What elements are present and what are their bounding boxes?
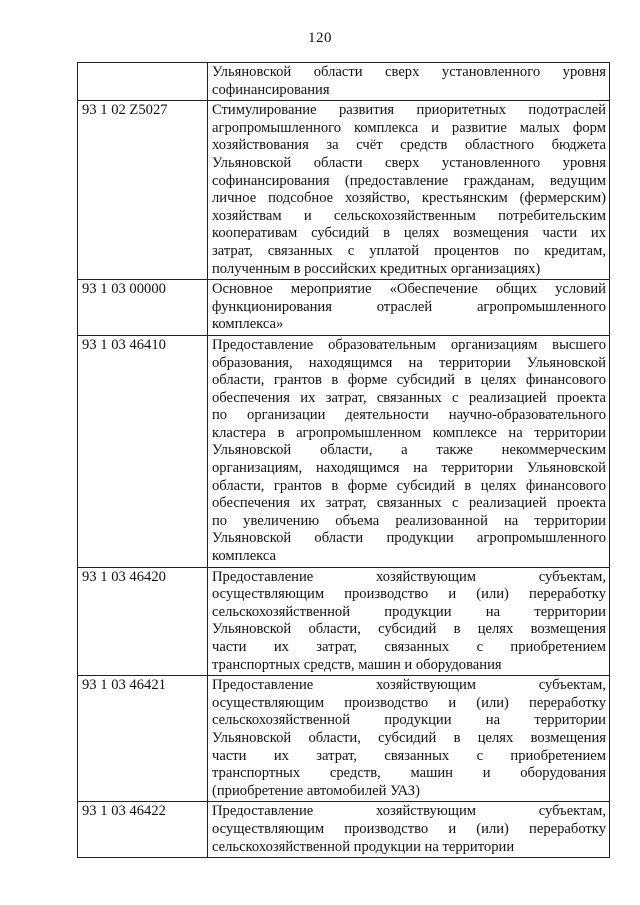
description-line: Предоставление хозяйствующим субъектам, — [212, 568, 606, 585]
description-line: Стимулирование развития приоритетных подотраслей — [212, 102, 606, 119]
item-description — [208, 63, 610, 101]
table-row — [78, 567, 610, 676]
description-line: кластера в агропромышленном комплексе на территории — [212, 424, 606, 441]
classification-code — [78, 63, 208, 101]
description-line: Ульяновской области сверх установленного уровня — [212, 154, 606, 171]
classification-code: 93 1 03 46420 — [78, 567, 208, 676]
description-line: Ульяновской области, а также некоммерческим — [212, 442, 606, 459]
description-line: полученным в российских кредитных организациях) — [212, 260, 541, 277]
description-line: софинансирования — [212, 81, 330, 98]
description-line: Предоставление хозяйствующим субъектам, — [212, 677, 606, 694]
description-line: функционирования отраслей агропромышленного — [212, 298, 606, 315]
description-line: Предоставление хозяйствующим субъектам, — [212, 803, 606, 820]
description-line: сельскохозяйственной продукции на территории — [212, 838, 515, 855]
description-line: части их затрат, связанных с приобретением — [212, 747, 606, 764]
description-line: сельскохозяйственной продукции на территории — [212, 712, 606, 729]
item-description — [208, 101, 610, 280]
classification-code: 93 1 02 Z5027 — [78, 101, 208, 280]
table-row — [78, 335, 610, 567]
page-number: 120 — [308, 30, 332, 46]
description-line: образования, находящимся на территории Ульяновской — [212, 354, 606, 371]
classification-code: 93 1 03 46421 — [78, 676, 208, 802]
description-line: комплекса — [212, 548, 277, 565]
classification-code: 93 1 03 00000 — [78, 280, 208, 336]
description-line: осуществляющим производство и (или) переработку — [212, 820, 606, 837]
item-description — [208, 335, 610, 567]
description-line: осуществляющим производство и (или) переработку — [212, 694, 606, 711]
description-line: Ульяновской области продукции агропромышленного — [212, 530, 606, 547]
description-line: по организации деятельности научно-образовательного — [212, 407, 606, 424]
table-body — [78, 63, 610, 858]
description-line: хозяйствования за счёт средств областного бюджета — [212, 137, 606, 154]
description-line: области, грантов в форме субсидий в целях финансового — [212, 477, 606, 494]
description-line: транспортных средств, машин и оборудования — [212, 765, 606, 782]
description-line: Ульяновской области, субсидий в целях возмещения — [212, 729, 606, 746]
description-line: (приобретение автомобилей УАЗ) — [212, 782, 420, 799]
description-line: обеспечения их затрат, связанных с реализацией проекта — [212, 389, 606, 406]
table-row — [78, 802, 610, 858]
description-line: области, грантов в форме субсидий в целях финансового — [212, 372, 606, 389]
description-line: кооперативам субсидий в целях возмещения части их — [212, 225, 606, 242]
description-line: софинансирования (предоставление гражданам, ведущим — [212, 172, 606, 189]
description-line: комплекса» — [212, 316, 284, 333]
item-description — [208, 567, 610, 676]
classification-code: 93 1 03 46422 — [78, 802, 208, 858]
table-row — [78, 280, 610, 336]
description-line: осуществляющим производство и (или) переработку — [212, 586, 606, 603]
table-row — [78, 101, 610, 280]
description-line: затрат, связанных с уплатой процентов по кредитам, — [212, 242, 606, 259]
table-row — [78, 63, 610, 101]
item-description — [208, 676, 610, 802]
table-row — [78, 676, 610, 802]
budget-classification-table — [77, 62, 610, 858]
description-line: Основное мероприятие «Обеспечение общих условий — [212, 281, 606, 298]
item-description — [208, 280, 610, 336]
description-line: сельскохозяйственной продукции на территории — [212, 603, 606, 620]
description-line: Ульяновской области, субсидий в целях возмещения — [212, 621, 606, 638]
description-line: хозяйствам и сельскохозяйственным потребительским — [212, 207, 606, 224]
description-line: агропромышленного комплекса и развитие малых форм — [212, 119, 606, 136]
description-line: личное подсобное хозяйство, крестьянским (фермерским) — [212, 190, 606, 207]
description-line: организациям, находящимся на территории Ульяновской — [212, 460, 606, 477]
description-line: по увеличению объема реализованной на территории — [212, 512, 606, 529]
description-line: обеспечения их затрат, связанных с реализацией проекта — [212, 495, 606, 512]
classification-code: 93 1 03 46410 — [78, 335, 208, 567]
description-line: Предоставление образовательным организациям высшего — [212, 336, 606, 353]
description-line: Ульяновской области сверх установленного уровня — [212, 64, 606, 80]
description-line: части их затрат, связанных с приобретением — [212, 639, 606, 655]
description-line: транспортных средств, машин и оборудования — [212, 656, 502, 673]
item-description — [208, 802, 610, 858]
